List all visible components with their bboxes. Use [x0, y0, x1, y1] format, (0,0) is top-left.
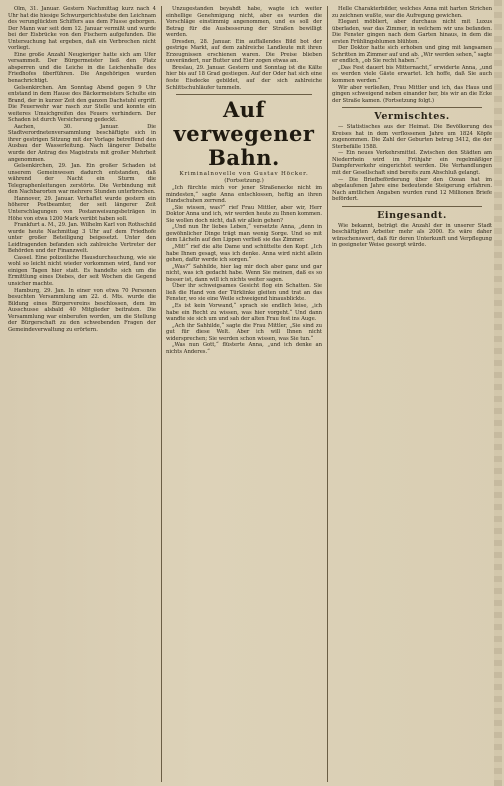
column-2 — [166, 6, 322, 782]
story-paragraph: Über ihr schweigsames Gesicht flog ein Schatten. Sie ließ die Hand von der Türklinke gleiten und trat an das Fenster, wo sie eine Weile schweigend hinausblickte. — [166, 283, 322, 303]
news-paragraph: Eine große Anzahl Neugieriger hatte sich am Ufer versammelt. Der Bürgermeister ließ den Platz absperren und die Leiche in die Leichenhalle des Friedhofes überführen. Die Angehörigen wurden benachrichtigt. — [8, 51, 156, 85]
news-paragraph: Breslau, 29. Januar. Gestern und Sonntag ist die Kälte hier bis auf 18 Grad gestiegen. Auf der Oder hat sich eine feste Eisdecke gebildet, auf der sich zahlreiche Schlittschuhläufer tummeln. — [166, 64, 322, 91]
section-title-notice: Eingesandt. — [377, 209, 447, 221]
news-paragraph: Cassel. Eine polizeiliche Hausdurchsuchung, wie sie wohl so leicht nicht wieder vorkommen wird, fand vor einigen Tagen hier statt. Es handelte sich um die Ermittlung eines Diebes, der seit Wochen die Gegend unsicher machte. — [8, 254, 156, 287]
column-rule — [327, 6, 328, 782]
column-3 — [332, 6, 492, 782]
story-byline: Kriminalnovelle von Gustav Höcker. — [179, 171, 309, 178]
misc-paragraph: — Die Briefbeförderung über den Ozean hat im abgelaufenen Jahre eine bedeutende Steigerung erfahren. Nach amtlichen Angaben wurden rund 12 Millionen Briefe befördert. — [332, 176, 492, 203]
story-paragraph: „Sie wissen, was?“ rief Frau Mittler, aber wir, Herr Doktor Anna und ich, wir werden heute zu Ihnen kommen. Sie wollen doch nicht, daß wir allein gehen? — [166, 204, 322, 224]
news-paragraph: Dresden, 28. Januar. Ein auffallendes Bild bot der gestrige Markt, auf dem zahlreiche Landleute mit ihren Erzeugnissen erschienen waren. Die Preise blieben unverändert, nur Butter und Eier zogen etwas an. — [166, 38, 322, 65]
news-paragraph: Gelsenkirchen. Am Sonntag Abend gegen 9 Uhr entstand in dem Hause des Bäckermeisters Schulte ein Brand, der in kurzer Zeit den ganzen Dachstuhl ergriff. Die Feuerwehr war rasch zur Stelle und konnte ein weiteres Umsichgreifen des Feuers verhindern. Der Schaden ist durch Versicherung gedeckt. — [8, 84, 156, 124]
story-paragraph: Wir aber verließen, Frau Mittler und ich, das Haus und gingen schweigend neben einander her, bis wir an die Ecke der Straße kamen. (Fortsetzung folgt.) — [332, 84, 492, 104]
section-title-misc: Vermischtes. — [374, 111, 450, 123]
news-paragraph: Gelsenkirchen, 29. Jan. Ein großer Schaden ist unserem Gemeinwesen dadurch entstanden, daß während der Nacht ein Sturm die Telegraphenleitungen zerstörte. Die Verbindung mit den Nachbarorten war mehrere Stunden unterbrochen. — [8, 163, 156, 196]
divider — [176, 94, 312, 95]
story-paragraph: Helle Charakterbilder, welches Anna mit harten Strichen zu zeichnen wußte, war die Aufregung gewichen. — [332, 6, 492, 19]
story-paragraph: „Und nun Ihr liebes Leben,“ versetzte Anna, „denn in gewöhnlicher Dinge trägt man wenig Sorge. Und so mit dem Lächeln auf den Lippen verließ sie das Zimmer. — [166, 224, 322, 244]
story-paragraph: Elegant möbliert, aber durchaus nicht mit Luxus überladen, war das Zimmer, in welchem wir uns befanden. Die Fenster gingen nach dem Garten hinaus, in dem die ersten Frühlingsblumen blühten. — [332, 19, 492, 45]
story-paragraph: „Was nun Gott,“ flüsterte Anna, „und ich denke an nichts Anderes.“ — [166, 342, 322, 355]
news-paragraph: Olm, 31. Januar. Gestern Nachmittag kurz nach 4 Uhr hat die hiesige Schwurgerichtsstube den Leichnam des verunglückten Schiffers aus dem Flusse geborgen. Der Mann war seit dem 12. Januar vermißt und wurde bei der Eisbrücke von den Fischern aufgefunden. Die Untersuchung hat ergeben, daß ein Verbrechen nicht vorliegt. — [8, 6, 156, 52]
story-headline: Auf verwegener Bahn. — [173, 97, 315, 171]
story-paragraph: „Ich fürchte mich vor jener Straßenecke nicht im mindesten,“ sagte Anna entschlossen, heftig an ihren Handschuhen zerrend. — [166, 185, 322, 205]
column-rule — [161, 6, 162, 782]
story-paragraph: „Was?“ Sahhilde, hier lag mir doch aber ganz und gar nicht, was ich gedacht habe. Wenn Sie meinen, daß es so besser ist, dann will ich nichts weiter sagen. — [166, 263, 322, 283]
column-1 — [8, 6, 156, 782]
news-paragraph: Hannover, 29. Januar. Verhaftet wurde gestern ein höherer Postbeamter, der seit längerer Zeit Unterschlagungen von Postanweisungsbeträgen in Höhe von etwa 1200 Mark verübt haben soll. — [8, 195, 156, 222]
news-paragraph: Frankfurt a. M., 29. Jan. Wilhelm Karl von Rothschild wurde heute Nachmittag 3 Uhr auf dem Friedhofe unter großer Beteiligung beigesetzt. Unter den Leidtragenden befanden sich zahlreiche Vertreter der Behörden und der Finanzwelt. — [8, 222, 156, 255]
story-paragraph: „Ach ihr Sahhilde,“ sagte die Frau Mittler, „Sie sind zu gut für diese Welt. Aber ich will Ihnen nicht widersprechen; Sie werden schon wissen, was Sie tun.“ — [166, 322, 322, 342]
page-edge — [494, 0, 502, 786]
divider — [342, 107, 482, 108]
story-continuation: (Fortsetzung.) — [224, 178, 264, 185]
notice-paragraph: Wie bekannt, beträgt die Anzahl der in unserer Stadt beschäftigten Arbeiter mehr als 2000. Es wäre daher wünschenswert, daß für deren Unterkunft und Verpflegung in geeigneter Weise gesorgt würde. — [332, 222, 492, 249]
story-paragraph: „Das Fest dauert bis Mitternacht,“ erwiderte Anna, „und es werden viele Gäste erwartet. Ich hoffe, daß Sie auch kommen werden.“ — [332, 64, 492, 85]
misc-paragraph: — Statistisches aus der Heimat. Die Bevölkerung des Kreises hat in dem verflossenen Jahre um 1824 Köpfe zugenommen. Die Zahl der Geburten betrug 3412, die der Sterbefälle 1588. — [332, 124, 492, 150]
news-paragraph: Aachen, 30. Januar. Die Stadtverordnetenversammlung beschäftigte sich in ihrer gestrigen Sitzung mit der Vorlage betreffend den Ausbau der Wasserleitung. Nach längerer Debatte wurde der Antrag des Magistrats mit großer Mehrheit angenommen. — [8, 123, 156, 163]
divider — [342, 206, 482, 207]
story-paragraph: „Mit!“ rief die alte Dame und schüttelte den Kopf. „Ich habe Ihnen gesagt, was ich denke. Anna wird nicht allein gehen, dafür werde ich sorgen.“ — [166, 244, 322, 264]
news-paragraph: Unzugestanden beyahdt habe, wagte ich weiter einhellige Genehmigung nicht, aber es wurden die Vorschläge einstimmig angenommen, und es soll der Betrag für die Ausbesserung der Straßen bewilligt werden. — [166, 6, 322, 39]
misc-paragraph: — Ein neues Verkehrsmittel. Zwischen den Städten am Niederrhein wird im Frühjahr ein regelmäßiger Dampferverkehr eingerichtet werden. Die Verhandlungen mit der Gesellschaft sind bereits zum Abschluß gelangt. — [332, 150, 492, 177]
story-paragraph: Der Doktor hatte sich erhoben und ging mit langsamen Schritten im Zimmer auf und ab. „Wir werden sehen,“ sagte er endlich, „ob Sie recht haben.“ — [332, 45, 492, 65]
news-paragraph: Hamburg, 29. Jan. In einer von etwa 70 Personen besuchten Versammlung am 22. d. Mts. wurde die Bildung eines Bürgervereins beschlossen, dem im Ausschusse alsbald 40 Mitglieder beitraten. Die Versammlung war einberufen worden, um die Stellung der Bürgerschaft zu den schwebenden Fragen der Gemeindeverwaltung zu erörtern. — [8, 287, 156, 333]
story-paragraph: „Es ist kein Vorwand,“ sprach sie endlich leise, „ich habe ein Recht zu wissen, was hier vorgeht.“ Und dann wandte sie sich um und sah der alten Frau fest ins Auge. — [166, 302, 322, 323]
